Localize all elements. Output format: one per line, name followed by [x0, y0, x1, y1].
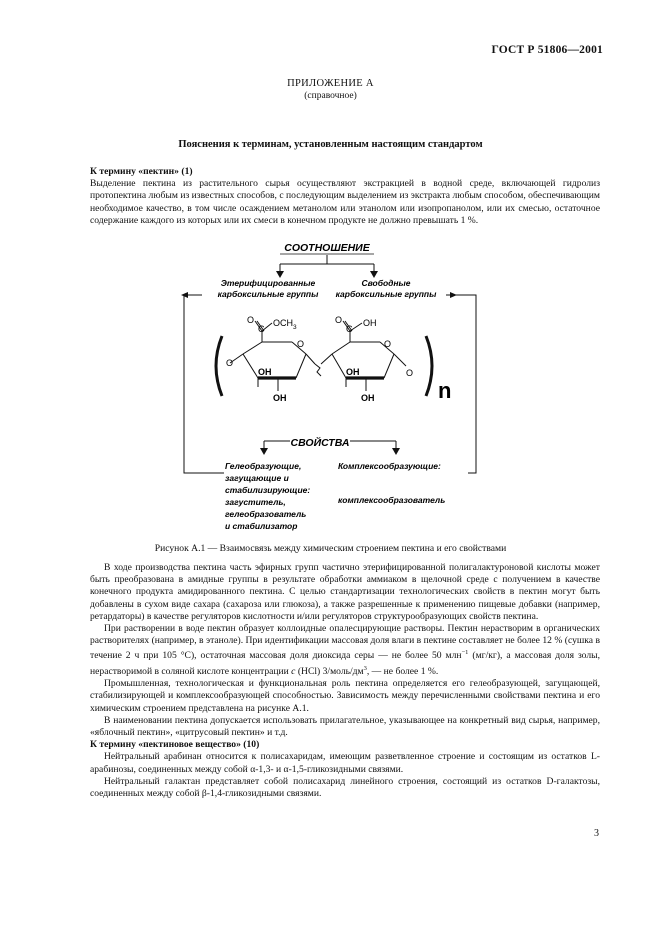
ring1-hydroxyl-a: OH [258, 367, 272, 377]
appendix-subtitle: (справочное) [304, 91, 357, 101]
gelling-label-3: стабилизирующие: [225, 485, 311, 495]
complexing-label-1: Комплексообразующие: [338, 461, 441, 471]
appendix-title: ПРИЛОЖЕНИЕ А [287, 78, 374, 89]
acid-carbonyl-oxygen: O [335, 315, 343, 325]
repeat-n-label: n [438, 378, 452, 403]
standard-header: ГОСТ Р 51806—2001 [491, 44, 603, 56]
acid-carbon: C [346, 324, 353, 334]
paragraph-identification: При растворении в воде пектин образует коллоидные опалесцирующие растворы. Пектин нерастворим в органических растворителях (например, в этаноле). При идентификации массовая доля влаги в пектине составляет не более 12 % (сушка в течение 2 ч при 105 °С), остаточная массовая доля диоксида серы — не более 50 млн$^{-1}$ (мг/кг), а массовая доля золы, нерастворимой в соляной кислоте концентрации c (HCl) $3/моль/дм^3$, — не более 1 %. [90, 623, 600, 677]
ring2-hydroxyl-b: OH [361, 393, 375, 403]
gelling-label-6: и стабилизатор [225, 521, 298, 531]
oxygen-2: O [406, 368, 414, 378]
term1-block [90, 166, 600, 227]
ester-methoxy: $OCH_3$ [273, 318, 297, 331]
term1-text: Выделение пектина из растительного сырья осуществляют экстракцией в водной среде, включающей гидролиз протопектина любым из известных способов, с последующим выделением из экстракта любым способом, обеспечивающим необходимое качество, в том числе осаждением метанолом или этанолом или изопропанолом, или их смесью, остаточное содержание каждого из которых или их смеси в конечном продукте не должно превышать 1 %. [90, 178, 600, 226]
main-text [90, 562, 600, 800]
properties-label: СВОЙСТВА [290, 437, 350, 449]
paragraph-role: Промышленная, технологическая и функциональная роль пектина определяется его гелеобразующей, загущающей, стабилизирующей и комплексообразующей способностью. Зависимость между перечисленными свойствами пектина и его химическим строением представлена на рисунке А.1. [90, 678, 600, 714]
gelling-label-2: загущающие и [225, 473, 289, 483]
ring1-hydroxyl-b: OH [273, 393, 287, 403]
term2-arabinan: Нейтральный арабинан относится к полисахаридам, имеющим разветвленное строение и состоящим из остатков L-арабинозы, соединенных между собой α-1,3- и α-1,5-гликозидными связями. [90, 751, 600, 775]
ester-carbonyl-oxygen: O [247, 315, 255, 325]
gelling-label-5: гелеобразователь [225, 509, 307, 519]
term2-heading: К термину «пектиновое вещество» (10) [90, 739, 260, 751]
oxygen-1: O [226, 358, 234, 368]
term2-galactan: Нейтральный галактан представляет собой полисахарид линейного строения, состоящий из остатков D-галактозы, соединенных между собой β-1,4-гликозидными связями. [90, 775, 600, 800]
ester-carbon: C [258, 324, 265, 334]
esterified-label-1: Этерифицированные [220, 278, 316, 288]
paragraph-naming: В наименовании пектина допускается использовать прилагательное, указывающее на конкретный вид сырья, например, «яблочный пектин», «цитрусовый пектин» и т.д. [90, 714, 600, 739]
ratio-label: СООТНОШЕНИЕ [284, 242, 370, 254]
complexing-label-2: комплексообразователь [338, 495, 446, 505]
free-label-2: карбоксильные группы [335, 289, 437, 299]
ring-oxygen-1: O [297, 339, 305, 349]
gelling-label-4: загуститель, [225, 497, 286, 507]
ring-oxygen-2: O [384, 339, 392, 349]
gelling-label-1: Гелеобразующие, [225, 461, 302, 471]
term1-heading: К термину «пектин» (1) [90, 166, 193, 177]
section-title: Пояснения к терминам, установленным настоящим стандартом [178, 139, 483, 150]
page-number: 3 [594, 828, 599, 839]
ring2-hydroxyl-a: OH [346, 367, 360, 377]
figure-caption: Рисунок А.1 — Взаимосвязь между химическим строением пектина и его свойствами [154, 543, 507, 554]
acid-hydroxyl: OH [363, 318, 377, 328]
paragraph-amidation: В ходе производства пектина часть эфирных групп частично этерифицированной полигалактуроновой кислоты может быть преобразована в амидные группы в результате обработки аммиаком в щелочной среде с получением в качестве конечного продукта амидированного пектина. С целью стандартизации технологических свойств в пектин могут быть добавлены в сухом виде сахара (сахароза или глюкоза), а также разрешенные к применению пищевые добавки (например, ретардаторы) в качестве регуляторов кислотности и/или регуляторов структурообразующих свойств пектина. [90, 562, 600, 622]
free-label-1: Свободные [361, 278, 411, 288]
pectin-diagram [150, 238, 490, 538]
esterified-label-2: карбоксильные группы [217, 289, 319, 299]
